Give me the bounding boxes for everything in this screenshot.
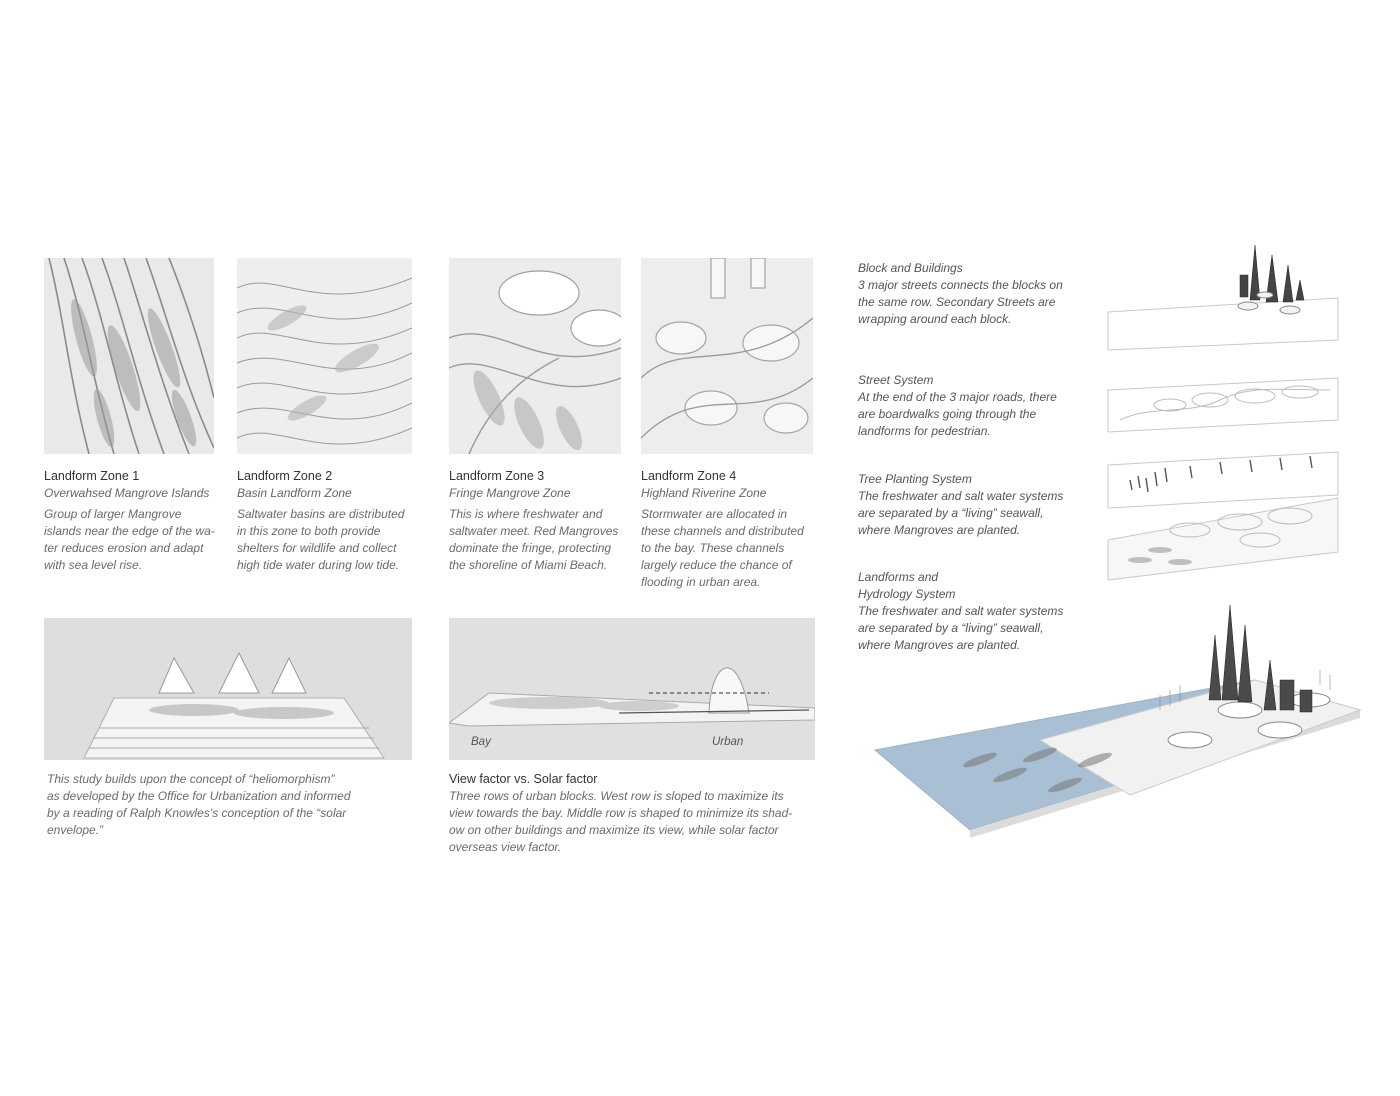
heliomorphism-model-image <box>44 618 412 760</box>
landform-zone-4-photo <box>641 258 813 454</box>
zone-caption-4 <box>641 468 821 591</box>
view-factor-description: Three rows of urban blocks. West row is sloped to maximize its view towards the bay. Middle row is shaped to minimize its shad- ow on other buildings and maximize its view, while solar factor overseas view factor. <box>449 789 793 854</box>
zone-title: Landform Zone 1 <box>44 469 140 483</box>
zone-caption-2 <box>237 468 417 574</box>
zone-caption-3 <box>449 468 629 574</box>
zone-subtitle: Overwahsed Mangrove Islands <box>44 486 210 500</box>
bay-label: Bay <box>471 736 491 748</box>
landform-zone-3-photo <box>449 258 621 454</box>
zone-description: Saltwater basins are distributed in this zone to both provide shelters for wildlife and collect high tide water during low tide. <box>237 507 405 572</box>
layer-description: The freshwater and salt water systems are separated by a “living” seawall, where Mangroves are planted. <box>858 604 1064 652</box>
view-factor-caption <box>449 771 819 856</box>
buildings-layer <box>1108 245 1338 350</box>
zone-subtitle: Basin Landform Zone <box>237 486 352 500</box>
landform-zone-2-model-image <box>237 258 412 454</box>
trees-layer <box>1108 452 1338 508</box>
zone-caption-1 <box>44 468 224 574</box>
landform-zone-2-photo <box>237 258 412 454</box>
combined-model <box>875 605 1360 838</box>
heliomorphism-description: This study builds upon the concept of “heliomorphism” as developed by the Office for Urbanization and informed by a reading of Ralph Knowles’s conception of the “solar envelope.” <box>47 772 351 837</box>
layer-description: The freshwater and salt water systems are separated by a “living” seawall, where Mangroves are planted. <box>858 489 1064 537</box>
streets-layer <box>1108 378 1338 432</box>
landform-zone-1-model-image <box>44 258 214 454</box>
zone-subtitle: Highland Riverine Zone <box>641 486 767 500</box>
landforms-layer <box>1108 498 1338 580</box>
exploded-axonometric-diagram <box>860 240 1380 840</box>
zone-subtitle: Fringe Mangrove Zone <box>449 486 571 500</box>
landform-zone-4-model-image <box>641 258 813 454</box>
landform-zone-3-model-image <box>449 258 621 454</box>
zone-title: Landform Zone 4 <box>641 469 737 483</box>
zone-description: This is where freshwater and saltwater meet. Red Mangroves dominate the fringe, protecting the shoreline of Miami Beach. <box>449 507 619 572</box>
zone-description: Stormwater are allocated in these channels and distributed to the bay. These channels largely reduce the chance of flooding in urban area. <box>641 507 804 589</box>
layer-title: Tree Planting System <box>858 472 972 486</box>
landform-zone-1-photo <box>44 258 214 454</box>
urban-label: Urban <box>712 736 744 748</box>
layer-description: At the end of the 3 major roads, there are boardwalks going through the landforms for pedestrian. <box>858 390 1057 438</box>
layer-description: 3 major streets connects the blocks on the same row. Secondary Streets are wrapping around each block. <box>858 278 1063 326</box>
layer-title: Block and Buildings <box>858 261 963 275</box>
heliomorphism-model-photo <box>44 618 412 760</box>
view-factor-title: View factor vs. Solar factor <box>449 772 598 786</box>
zone-title: Landform Zone 3 <box>449 469 545 483</box>
view-factor-model-photo <box>449 618 815 760</box>
zone-title: Landform Zone 2 <box>237 469 333 483</box>
zone-description: Group of larger Mangrove islands near the edge of the wa- ter reduces erosion and adapt with sea level rise. <box>44 507 215 572</box>
layer-title: Street System <box>858 373 934 387</box>
view-factor-model-image <box>449 618 815 760</box>
layer-title: Landforms and Hydrology System <box>858 570 956 601</box>
